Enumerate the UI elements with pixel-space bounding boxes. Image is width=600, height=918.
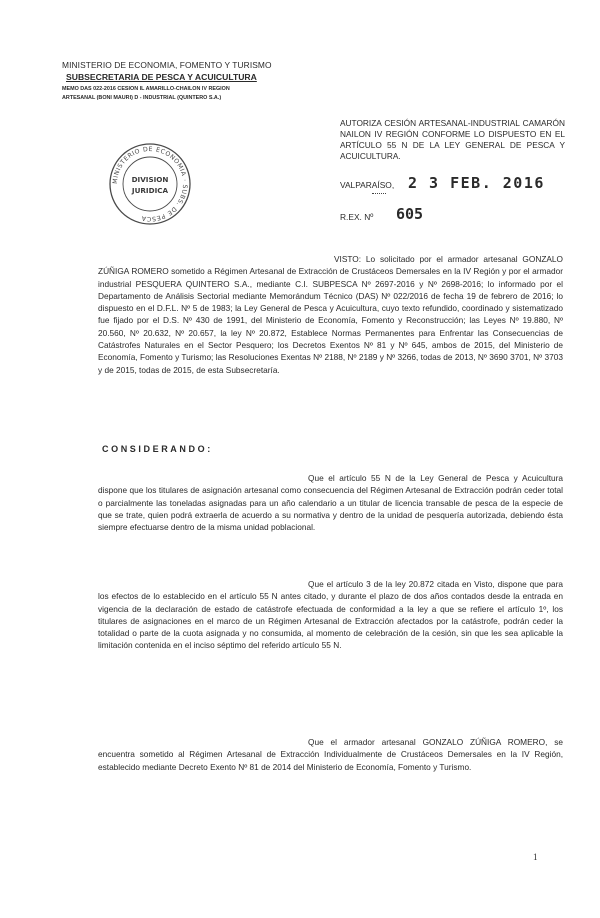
subsecretaria-name: SUBSECRETARIA DE PESCA Y ACUICULTURA [66,72,257,82]
resolution-reference: AUTORIZA CESIÓN ARTESANAL-INDUSTRIAL CAMARÓN NAILON IV REGIÓN CONFORME LO DISPUESTO EN EL ARTÍCULO 55 N DE LA LEY GENERAL DE PESCA Y ACUICULTURA. [340,118,565,161]
place: VALPARAÍSO, [340,180,395,190]
letterhead [62,60,302,102]
seal-line-2: JURIDICA [131,186,169,195]
seal-line-1: DIVISION [131,175,169,184]
page-number: 1 [533,852,538,862]
memo-line-1: MEMO DAS 022-2016 CESION IL AMARILLO-CHAILON IV REGION [62,86,230,92]
considerando-paragraph: Que el artículo 3 de la ley 20.872 citada en Visto, dispone que para los efectos de lo establecido en el artículo 55 N antes citado, y durante el plazo de dos años contados desde la entrada en vigencia de la declaración de estado de catástrofe efectuada de conformidad a la ley a que se refiere el artículo 1º, los titulares de asignaciones en el marco de un Régimen Artesanal de Extracción afectados por la catástrofe, podrán ceder la totalidad o parte de la cuota asignada y no consumida, al momento de celebración de la cesión, sin que les sea aplicable la limitación contenida en el inciso séptimo del referido artículo 55 N. [98,579,563,651]
memo-line-2: ARTESANAL (BONI MAURI) D - INDUSTRIAL (QUINTERO S.A.) [62,95,222,101]
considerando-paragraph: Que el artículo 55 N de la Ley General de Pesca y Acuicultura dispone que los titulares de asignación artesanal como consecuencia del Régimen Artesanal de Extracción podrán ceder total o parcialmente las toneladas asignadas para un año calendario a un titular de licencia transable de pesca de la especie de que se trate, quien podrá extraerla de acuerdo a su normativa y dentro de la unidad de pesquería autorizada, debiendo ésta siempre efectuarse dentro de la misma unidad poblacional. [98,473,563,533]
division-juridica-seal [108,142,192,226]
visto-paragraph: VISTO: Lo solicitado por el armador artesanal GONZALO ZÚÑIGA ROMERO sometido a Régimen Artesanal de Extracción de Crustáceos Demersales en la IV Región y por el armador industrial PESQUERA QUINTERO S.A., mediante C.I. SUBPESCA Nº 2697-2016 y Nº 2698-2016; lo informado por el Departamento de Análisis Sectorial mediante Memorándum Técnico (DAS) Nº 022/2016 de fecha 19 de febrero de 2016; lo dispuesto en el D.F.L. Nº 5 de 1983; la Ley General de Pesca y Acuicultura, cuyo texto refundido, coordinado y sistematizado fue fijado por el D.S. Nº 430 de 1991, del Ministerio de Economía, Fomento y Reconstrucción; las Leyes Nº 19.880, Nº 20.560, Nº 20.632, Nº 20.657, la ley Nº 20.872, Establece Normas Permanentes para Enfrentar las Consecuencias de Catástrofes Naturales en el Sector Pesquero; los Decretos Exentos Nº 81 y Nº 645, ambos de 2015, del Ministerio de Economía, Fomento y Turismo; las Resoluciones Exentas Nº 2188, Nº 2189 y Nº 3266, todas de 2013, Nº 3690 3701, Nº 3703 y de 2015, todas de 2015, de esta Subsecretaría. [98,254,563,375]
seal-outer-text: MINISTERIO DE ECONOMIA · SUBS. DE PESCA [111,145,189,223]
considerando-heading: CONSIDERANDO: [102,444,213,454]
date-stamp: 2 3 FEB. 2016 [408,174,545,192]
dotted-mark [372,193,386,194]
considerando-paragraph: Que el armador artesanal GONZALO ZÚÑIGA ROMERO, se encuentra sometido al Régimen Artesanal de Extracción Individualmente de Crustáceos Demersales en la IV Región, establecido mediante Decreto Exento Nº 81 de 2014 del Ministerio de Economía, Fomento y Turismo. [98,737,563,772]
rex-label: R.EX. Nº [340,212,374,222]
ministry-name: MINISTERIO DE ECONOMIA, FOMENTO Y TURISMO [62,60,272,70]
rex-number: 605 [396,205,424,223]
